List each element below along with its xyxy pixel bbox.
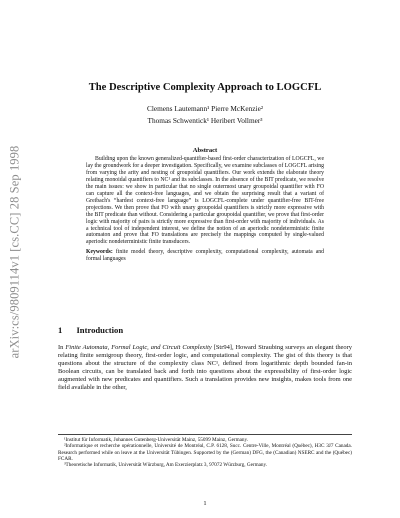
keywords-line <box>86 249 324 263</box>
footnote-2: ²Informatique et recherche opérationnelle, Université de Montréal, C.P. 6128, Succ. Centre-Ville, Montréal (Québec), H3C 3J7 Canada. Research performed while on leave at the Universität Tübingen. Supported by the (German) DFG, the (Canadian) NSERC and the (Québec) FCAR. <box>58 443 352 463</box>
footnotes <box>58 434 352 469</box>
footnote-1: ¹Institut für Informatik, Johannes Gutenberg-Universität Mainz, 55099 Mainz, Germany. <box>64 437 249 443</box>
arxiv-identifier-text: arXiv:cs/9809114v1 [cs.CC] 28 Sep 1998 <box>7 145 22 359</box>
intro-paragraph: In Finite Automata, Formal Logic, and Circuit Complexity [Str94], Howard Straubing surveys an elegant theory relating finite semigroup theory, first-order logic, and computational complexity. The gist of this theory is that questions about the structure of the complexity class NC¹, defined from logarithmic depth bounded fan-in Boolean circuits, can be translated back and forth into questions about the expressibility of first-order logic augmented with new predicates and quantifiers. Such a translation provides new insights, makes tools from one field available in the other, <box>58 344 352 392</box>
arxiv-identifier-stamp <box>4 102 26 402</box>
page-number: 1 <box>203 500 207 507</box>
abstract-heading: Abstract <box>192 147 218 154</box>
intro-text: [Str94], Howard Straubing surveys an elegant theory relating finite semigroup theory, first-order logic, and computational complexity. The gist of this theory is that questions about the structure of the complexity class NC¹, defined from logarithmic depth bounded fan-in Boolean circuits, can be translated back and forth into questions about the expressibility of first-order logic augmented with new predicates and quantifiers. Such a translation provides new insights, makes tools from one field available in the other, <box>58 344 352 392</box>
author-line-1: Clemens Lautemann¹ Pierre McKenzie² <box>146 104 264 113</box>
section-number: 1 <box>58 325 63 335</box>
keywords-label: Keywords: <box>86 249 113 256</box>
author-block <box>58 103 352 127</box>
abstract-body <box>86 156 324 263</box>
footnote-3: ³Theoretische Informatik, Universität Würzburg, Am Exerzierplatz 3, 97072 Würzburg, Germany. <box>64 462 268 469</box>
section-title: Introduction <box>76 325 124 335</box>
intro-book-title: Finite Automata, Formal Logic, and Circuit Complexity <box>65 344 212 351</box>
author-line-2: Thomas Schwentick¹ Heribert Vollmer³ <box>147 116 263 125</box>
paper-title: The Descriptive Complexity Approach to LOGCFL <box>88 82 322 93</box>
abstract-text: Building upon the known generalized-quantifier-based first-order characterization of LOGCFL, we lay the groundwork for a deeper investigation. Specifically, we examine subclasses of LOGCFL arising from varying the arity and nesting of groupoidal quantifiers. Our work extends the elaborate theory relating monoidal quantifiers to NC¹ and its subclasses. In the absence of the BIT predicate, we resolve the main issues: we show in particular that no single outermost unary groupoidal quantifier with FO can capture all the context-free languages, and we obtain the surprising result that a variant of Greibach's “hardest context-free language” is LOGCFL-complete under quantifier-free BIT-free projections. We then prove that FO with unary groupoidal quantifiers is strictly more expressive with the BIT predicate than without. Considering a particular groupoidal quantifier, we prove that first-order logic with majority of pairs is strictly more expressive than first-order with majority of individuals. As a technical tool of independent interest, we define the notion of an aperiodic nondeterministic finite automaton and prove that FO translations are precisely the mappings computed by single-valued aperiodic nondeterministic finite transducers. <box>86 156 324 246</box>
section-heading <box>58 325 123 335</box>
keywords-text: finite model theory, descriptive complexity, computational complexity, automata and formal languages <box>86 249 325 263</box>
